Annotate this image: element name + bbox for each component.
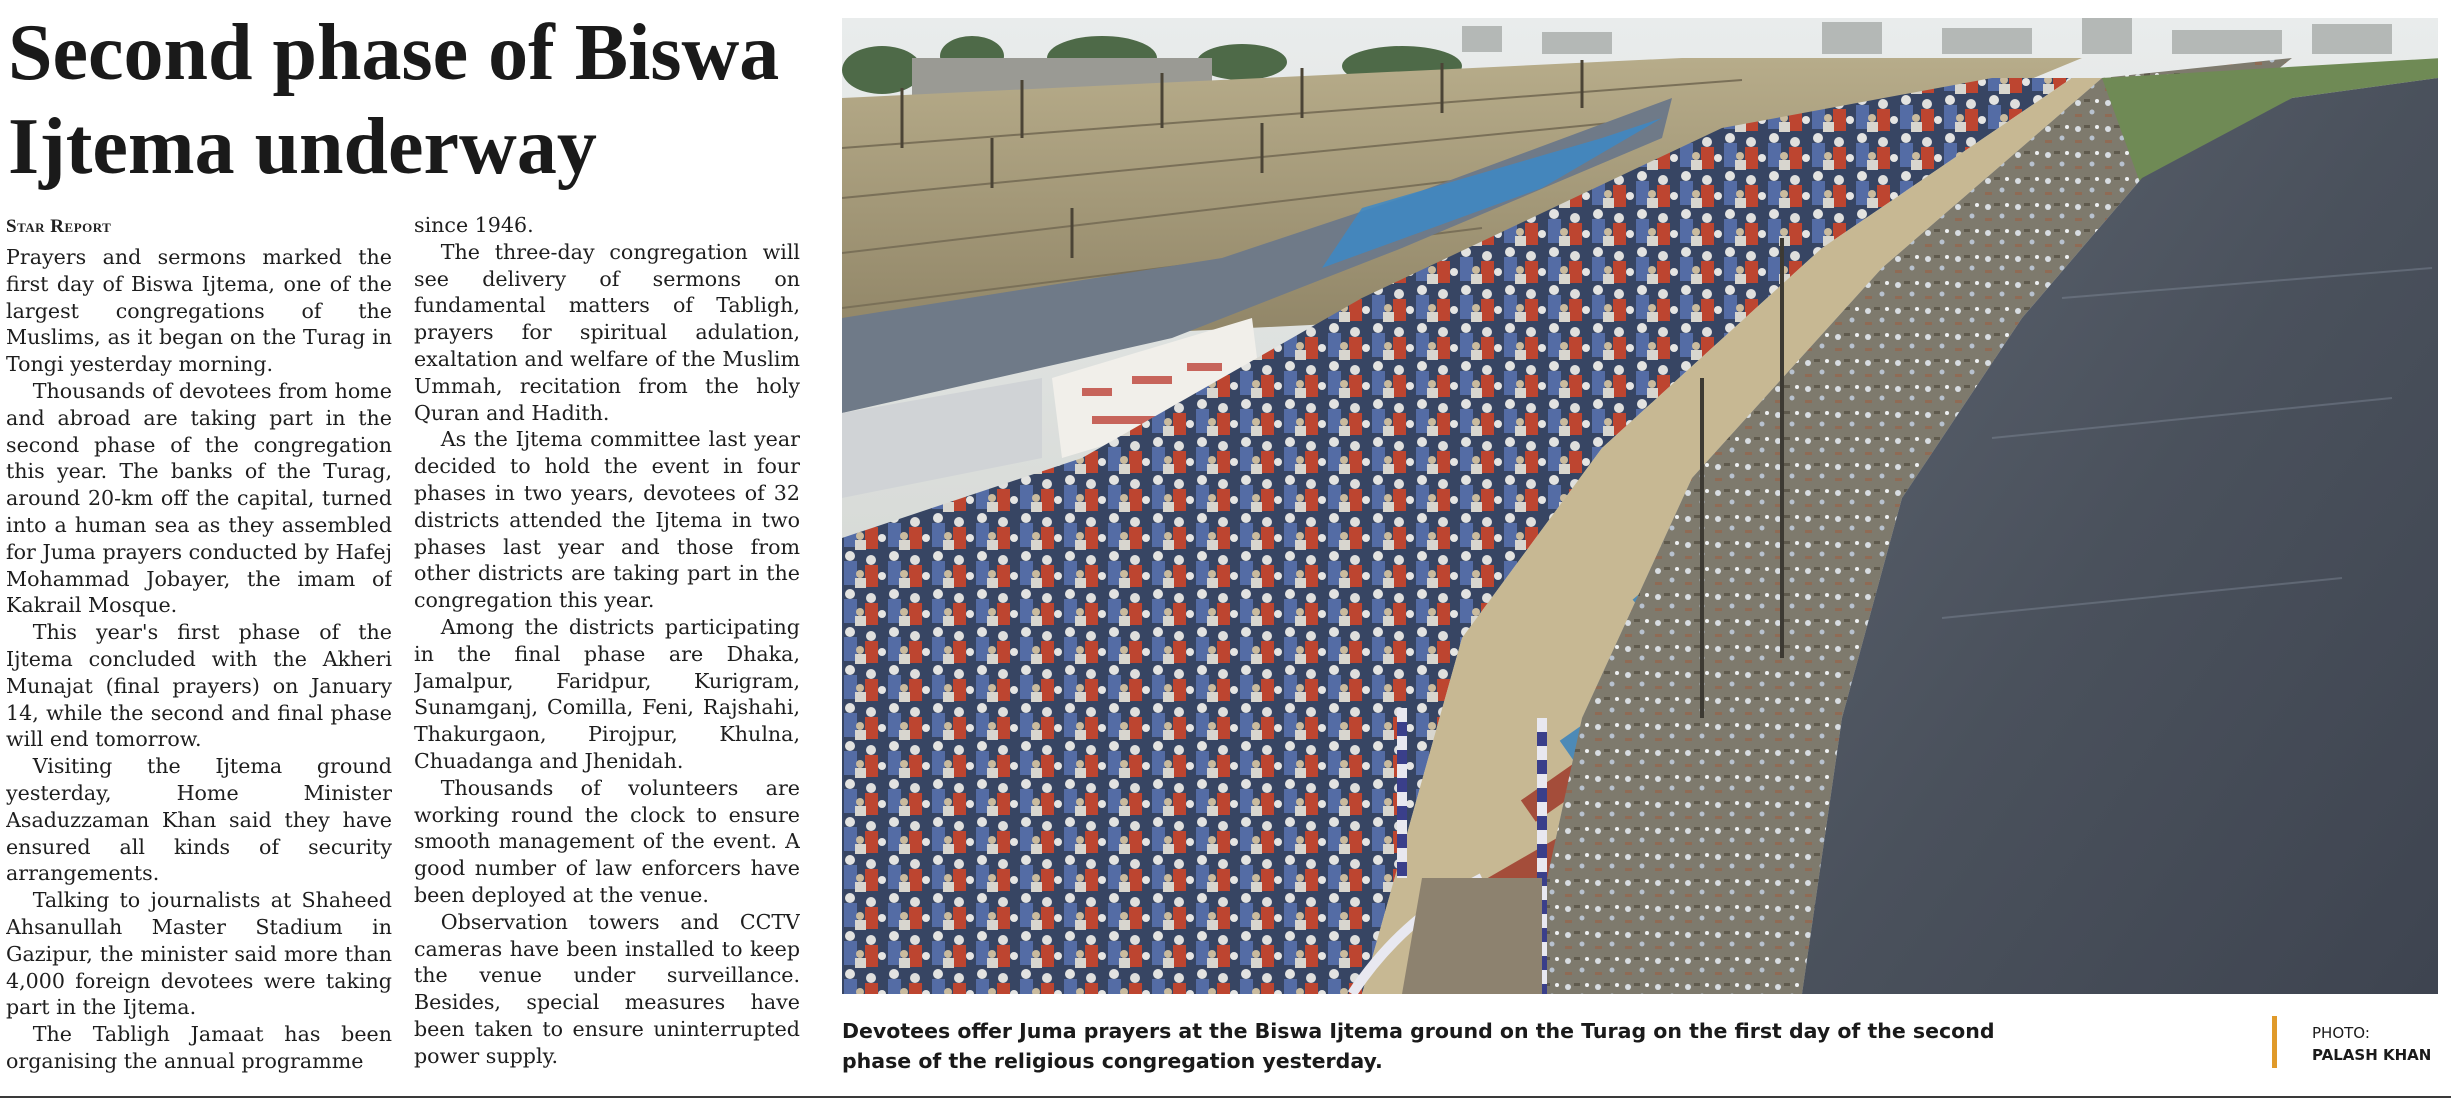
bottom-rule <box>0 1096 2451 1098</box>
paragraph: Thousands of volunteers are working round the clock to ensure smooth management of the event. A good number of law enforcers have been deployed at the venue. <box>414 775 800 907</box>
headline-line-1: Second phase of Biswa <box>8 9 780 97</box>
byline: Star Report <box>6 216 112 237</box>
credit-accent-bar <box>2272 1016 2277 1068</box>
photo-credit-label: PHOTO: <box>2312 1024 2370 1042</box>
headline-line-2: Ijtema underway <box>8 103 597 191</box>
photo-illustration <box>842 18 2438 994</box>
paragraph-continued: since 1946. <box>414 213 534 237</box>
paragraph: As the Ijtema committee last year decided to hold the event in four phases in two years, devotees of 32 districts attended the Ijtema in two phases last year and those from other districts are taking part in the congregation this year. <box>414 427 800 613</box>
news-photo <box>842 18 2438 994</box>
paragraph: Talking to journalists at Shaheed Ahsanullah Master Stadium in Gazipur, the minister said more than 4,000 foreign devotees were taking part in the Ijtema. <box>6 888 392 1020</box>
paragraph: Thousands of devotees from home and abroad are taking part in the second phase of the congregation this year. The banks of the Turag, around 20-km off the capital, turned into a human sea as they assembled for Juma prayers conducted by Hafej Mohammad Jobayer, the imam of Kakrail Mosque. <box>6 378 392 618</box>
photo-caption: Devotees offer Juma prayers at the Biswa Ijtema ground on the Turag on the first day of the second phase of the religious congregation yesterday. <box>842 1019 1995 1073</box>
paragraph: Among the districts participating in the final phase are Dhaka, Jamalpur, Faridpur, Kurigram, Sunamganj, Comilla, Feni, Rajshahi, Thakurgaon, Pirojpur, Khulna, Chuadanga and Jhenidah. <box>414 614 800 773</box>
article-headline <box>8 6 808 194</box>
paragraph: Visiting the Ijtema ground yesterday, Home Minister Asaduzzaman Khan said they have ensured all kinds of security arrangements. <box>6 754 392 886</box>
paragraph: Prayers and sermons marked the first day of Biswa Ijtema, one of the largest congregations of the Muslims, as it began on the Turag in Tongi yesterday morning. <box>6 245 392 377</box>
article-column-2 <box>414 212 800 1084</box>
paragraph: Observation towers and CCTV cameras have been installed to keep the venue under surveillance. Besides, special measures have been taken to ensure uninterrupted power supply. <box>414 909 800 1068</box>
paragraph: The three-day congregation will see delivery of sermons on fundamental matters of Tabligh, prayers for spiritual adulation, exaltation and welfare of the Muslim Ummah, recitation from the holy Quran and Hadith. <box>414 239 800 425</box>
article-column-1 <box>6 244 392 1084</box>
paragraph: The Tabligh Jamaat has been organising the annual programme <box>6 1022 392 1073</box>
photo-credit-name: PALASH KHAN <box>2312 1046 2432 1064</box>
photo-credit <box>2312 1022 2431 1066</box>
paragraph: This year's first phase of the Ijtema concluded with the Akheri Munajat (final prayers) on January 14, while the second and final phase will end tomorrow. <box>6 620 392 752</box>
